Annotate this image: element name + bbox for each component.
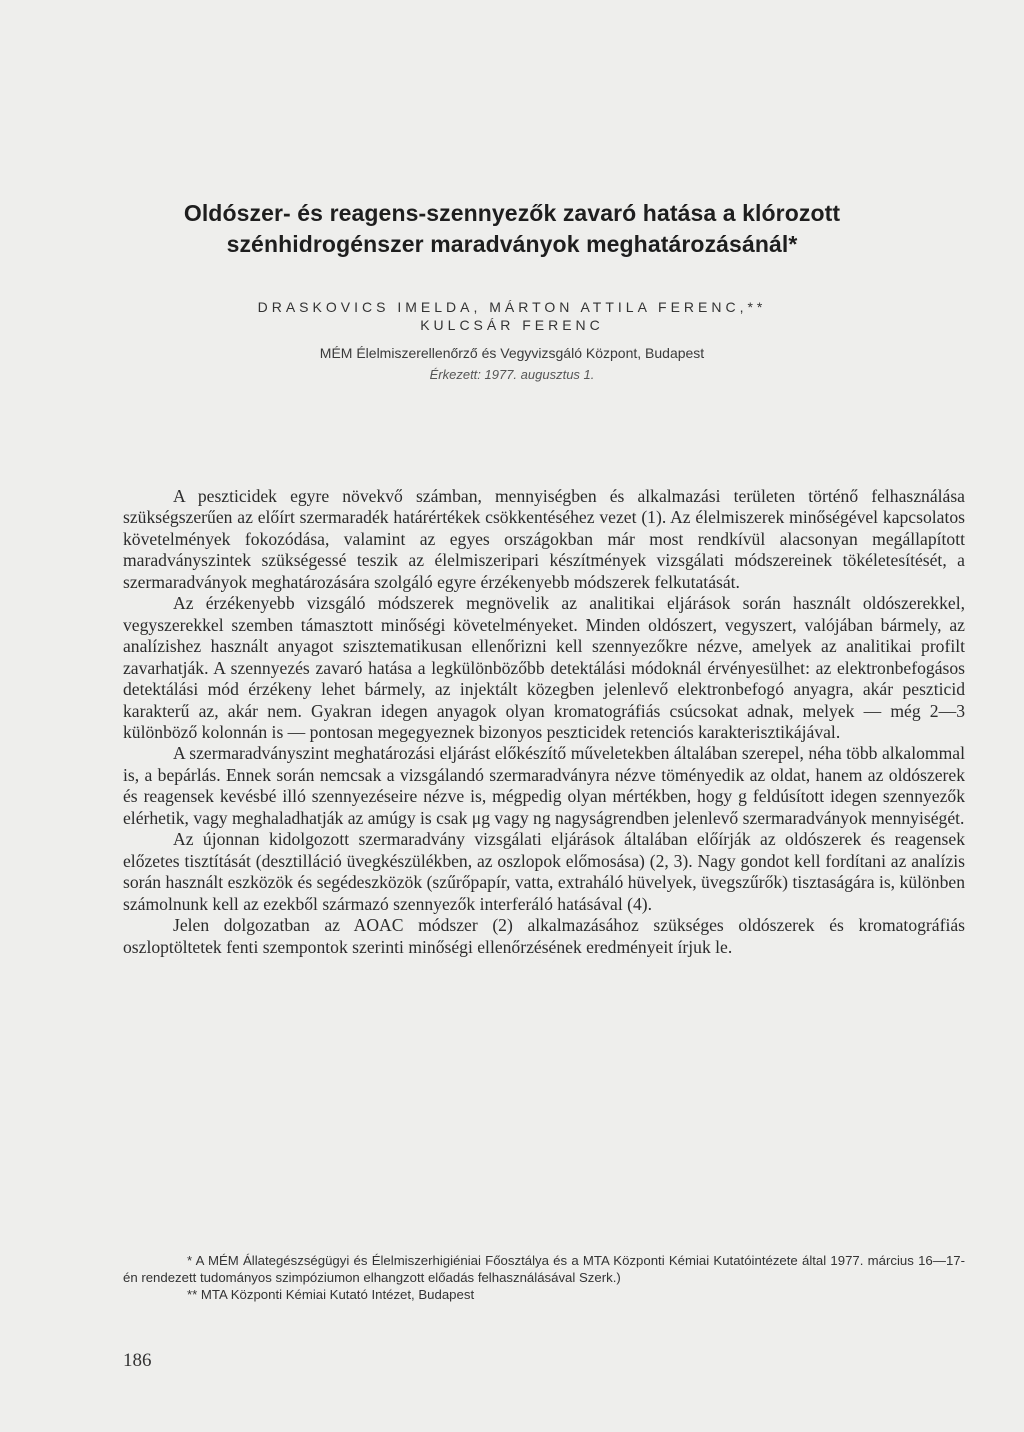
page-number: 186 bbox=[123, 1350, 152, 1371]
paragraph-4: Az újonnan kidolgozott szermaradvány vizsgálati eljárások általában előírják az oldószerek és reagensek előzetes tisztítását (desztilláció üvegkészülékben, az oszlopok előmosása) (2, 3). Nagy gondot kell fordítani az analízis során használt eszközök és segédeszközök (szűrőpapír, vatta, extraháló hüvelyek, üvegszűrők) tisztaságára is, különben számolnunk kell az ezekből származó szennyezők interferáló hatásával (4). bbox=[123, 829, 965, 914]
title-line-2: szénhidrogénszer maradványok meghatározásánál* bbox=[226, 231, 798, 257]
footnotes bbox=[123, 1252, 965, 1304]
article-title bbox=[150, 198, 874, 260]
affiliation: MÉM Élelmiszerellenőrző és Vegyvizsgáló Központ, Budapest bbox=[319, 345, 705, 361]
received-date: Érkezett: 1977. augusztus 1. bbox=[429, 367, 595, 382]
paragraph-5: Jelen dolgozatban az AOAC módszer (2) alkalmazásához szükséges oldószerek és kromatográfiás oszloptöltetek fenti szempontok szerinti minőségi ellenőrzésének eredményeit írjuk le. bbox=[123, 915, 965, 957]
authors-line-2: KULCSÁR FERENC bbox=[420, 317, 604, 333]
paragraph-1: A peszticidek egyre növekvő számban, mennyiségben és alkalmazási területen történő felhasználása szükségszerűen az előírt szermaradék határértékek csökkentéséhez vezet (1). Az élelmiszerek minőségével kapcsolatos követelmények fokozódása, valamint az egyes országokban már most rendkívül alacsonyan megállapított maradványszintek szükségessé teszik az élelmiszeripari készítmények vizsgálati módszereinek tökéletesítését, a szermaradványok meghatározására szolgáló egyre érzékenyebb módszerek felkutatását. bbox=[123, 486, 965, 592]
paragraph-2: Az érzékenyebb vizsgáló módszerek megnövelik az analitikai eljárások során használt oldószerekkel, vegyszerekkel szemben támasztott minőségi követelményeket. Minden oldószert, vegyszert, valójában bármely, az analízishez használt anyagot szisztematikusan ellenőrizni kell szennyezőkre nézve, amelyek az analitikai profilt zavarhatják. A szennyezés zavaró hatása a legkülönbözőbb detektálási módoknál érvényesülhet: az elektronbefogásos detektálási mód érzékeny lehet bármely, az injektált közegben jelenlevő elektronbefogó anyagra, akár peszticid karakterű az, akár nem. Gyakran idegen anyagok olyan kromatográfiás csúcsokat adnak, melyek — még 2—3 különböző kolonnán is — pontosan megegyeznek bizonyos peszticidek retenciós karakterisztikájával. bbox=[123, 593, 965, 742]
footnote-2: ** MTA Központi Kémiai Kutató Intézet, Budapest bbox=[187, 1287, 475, 1303]
title-line-1: Oldószer- és reagens-szennyezők zavaró hatása a klórozott bbox=[183, 200, 841, 226]
paragraph-3: A szermaradványszint meghatározási eljárást előkészítő műveletekben általában szerepel, néha több alkalommal is, a bepárlás. Ennek során nemcsak a vizsgálandó szermaradványra nézve töményedik az oldat, hanem az oldószerek és reagensek kevésbé illó szennyezéseire nézve is, mégpedig olyan mértékben, hogy g feldúsított idegen szennyezők elérhetik, vagy meghaladhatják az amúgy is csak μg vagy ng nagyságrendben jelenlevő szermaradványok mennyiségét. bbox=[123, 743, 965, 828]
footnote-1: * A MÉM Állategészségügyi és Élelmiszerhigiéniai Főosztálya és a MTA Központi Kémiai Kutatóintézete által 1977. március 16—17-én rendezett tudományos szimpóziumon elhangzott előadás felhasználásával Szerk.) bbox=[123, 1253, 965, 1286]
authors-line-1: DRASKOVICS IMELDA, MÁRTON ATTILA FERENC,** bbox=[257, 299, 767, 315]
author-list bbox=[150, 298, 874, 334]
article-body bbox=[123, 486, 965, 958]
